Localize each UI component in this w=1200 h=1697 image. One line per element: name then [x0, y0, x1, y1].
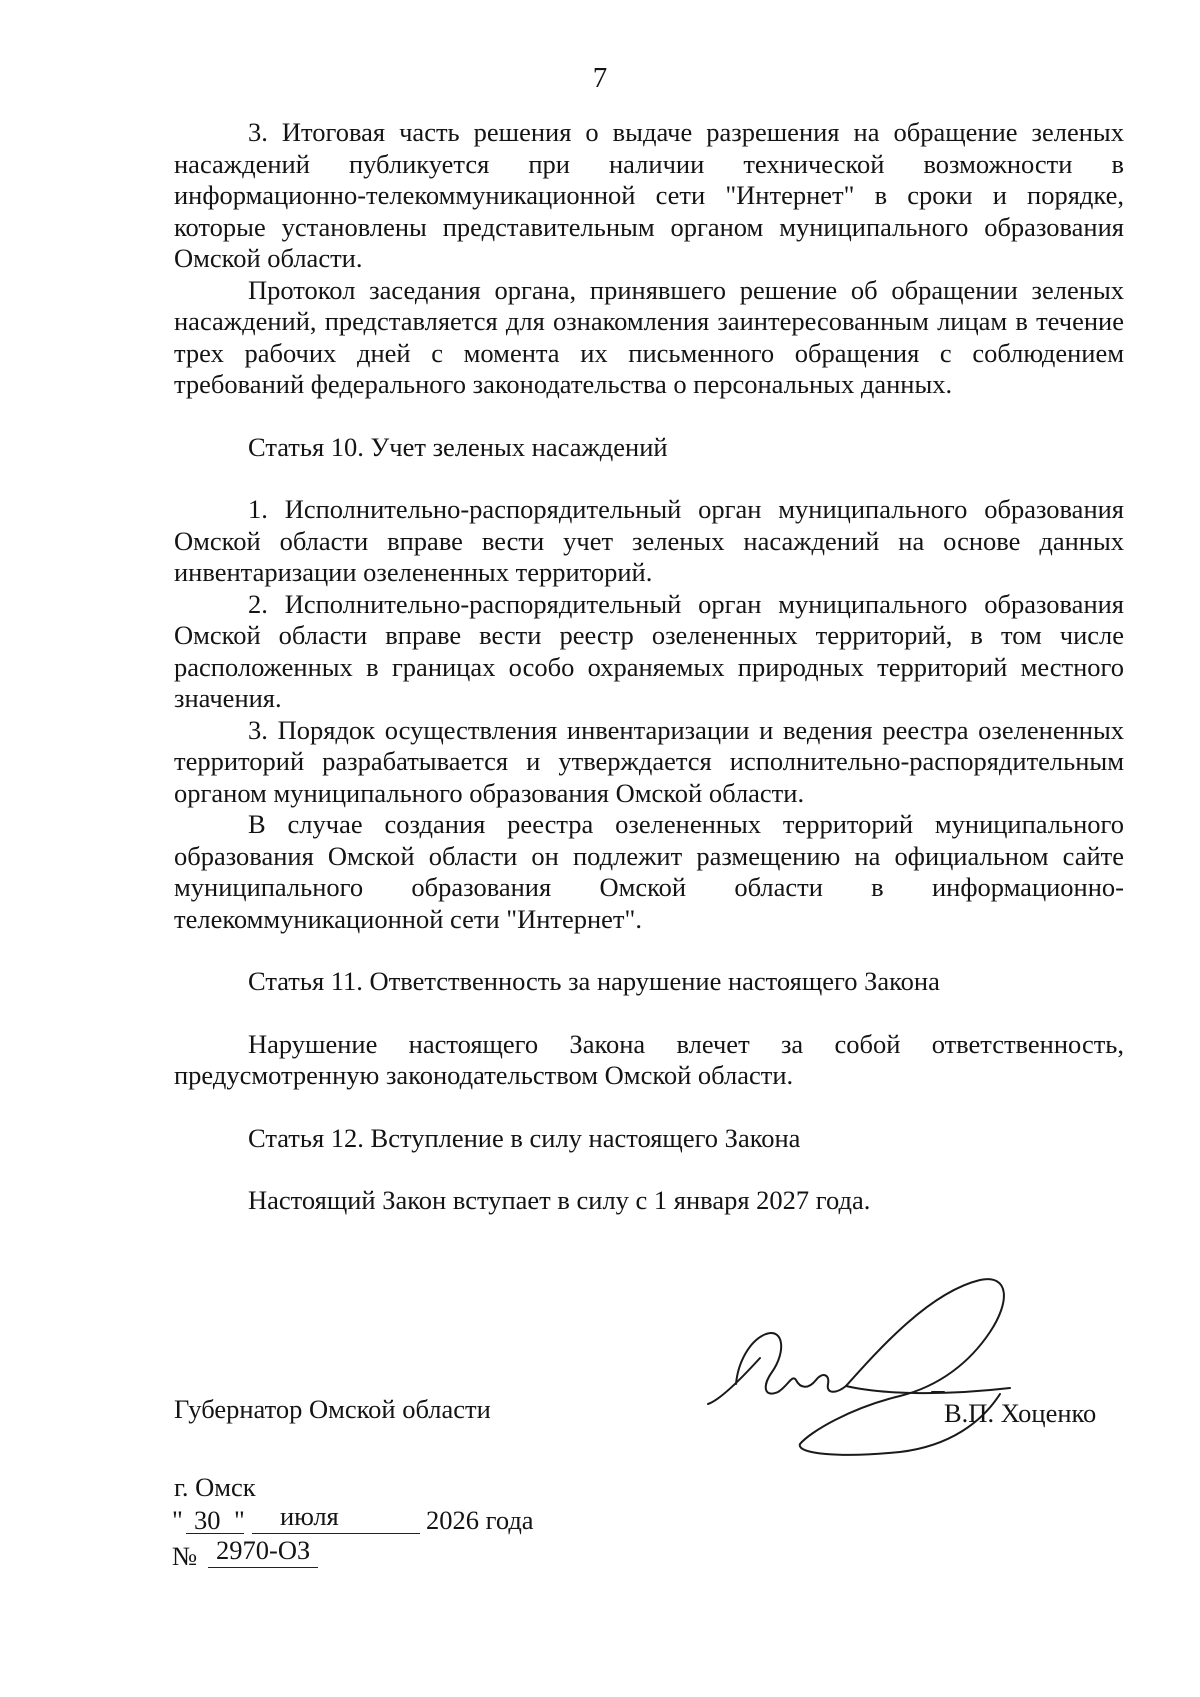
spacer: [174, 998, 1124, 1029]
article-10-paragraph-1: 1. Исполнительно-распорядительный орган муниципального образования Омской области вправе вести учет зеленых насаждений на основе данных инвентаризации озелененных территорий.: [174, 494, 1124, 587]
spacer: [174, 463, 1124, 494]
article-10-paragraph-4: В случае создания реестра озелененных территорий муниципального образования Омской области он подлежит размещению на официальном сайте муниципального образования Омской области в информационно-телекоммуникационной сети "Интернет".: [174, 809, 1124, 934]
date-month: июля: [280, 1501, 339, 1531]
signing-place: г. Омск: [174, 1472, 256, 1502]
spacer: [174, 935, 1124, 966]
handwritten-signature: [700, 1262, 1100, 1462]
signatory-title: Губернатор Омской области: [174, 1394, 491, 1424]
article-11-paragraph-1: Нарушение настоящего Закона влечет за собой ответственность, предусмотренную законодательством Омской области.: [174, 1028, 1124, 1090]
number-underline: [208, 1567, 318, 1568]
article-11-heading: Статья 11. Ответственность за нарушение настоящего Закона: [248, 966, 940, 996]
date-quote-close: ": [234, 1505, 245, 1535]
date-quote-open: ": [172, 1505, 183, 1535]
signatory-name: В.П. Хоценко: [944, 1398, 1097, 1428]
article-10-paragraph-3: 3. Порядок осуществления инвентаризации и ведения реестра озелененных территорий разрабатывается и утверждается исполнительно-распорядительным органом муниципального образования Омской области.: [174, 714, 1124, 808]
date-year: 2026 года: [426, 1505, 534, 1535]
paragraph-final-part: 3. Итоговая часть решения о выдаче разрешения на обращение зеленых насаждений публикуется при наличии технической возможности в информационно-телекоммуникационной сети "Интернет" в сроки и порядке, которые установлены представительным органом муниципального образования Омской области.: [174, 117, 1124, 273]
document-body: [174, 117, 1124, 1217]
date-day: 30: [194, 1505, 221, 1535]
number-sign: №: [172, 1541, 198, 1571]
paragraph-protocol: Протокол заседания органа, принявшего решение об обращении зеленых насаждений, представляется для ознакомления заинтересованным лицам в течение трех рабочих дней с момента их письменного обращения с соблюдением требований федерального законодательства о персональных данных.: [174, 274, 1124, 399]
number-value: 2970-ОЗ: [216, 1535, 311, 1565]
spacer: [174, 1154, 1124, 1185]
article-10-heading: Статья 10. Учет зеленых насаждений: [248, 431, 668, 462]
article-12-heading: Статья 12. Вступление в силу настоящего Закона: [248, 1122, 801, 1153]
page-number: 7: [592, 62, 608, 94]
article-10-paragraph-2: 2. Исполнительно-распорядительный орган муниципального образования Омской области вправе вести реестр озелененных территорий, в том числе расположенных в границах особо охраняемых природных территорий местного значения.: [174, 588, 1124, 713]
article-12-paragraph-1: Настоящий Закон вступает в силу с 1 января 2027 года.: [248, 1185, 871, 1215]
spacer: [174, 1092, 1124, 1123]
spacer: [174, 401, 1124, 432]
